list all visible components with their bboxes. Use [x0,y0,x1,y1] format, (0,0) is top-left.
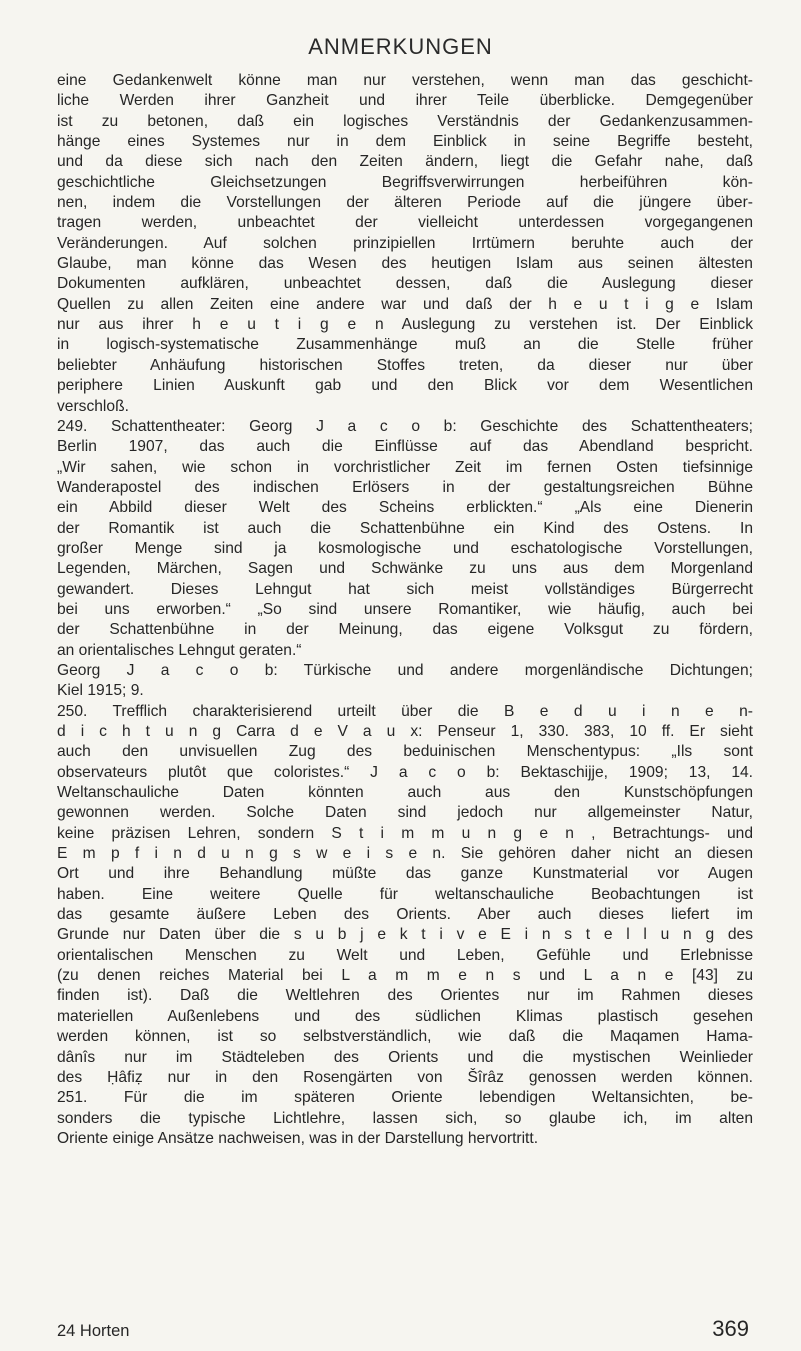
text-line: bei uns erworben.“ „So sind unsere Romantiker, wie häufig, auch bei [57,600,753,618]
running-header: ANMERKUNGEN [308,34,493,59]
text-line: geschichtliche Gleichsetzungen Begriffsverwirrungen herbeiführen kön- [57,173,753,191]
text-line: nen, indem die Vorstellungen der älteren Periode auf die jüngere über- [57,194,753,212]
text-line: beliebter Anhäufung historischen Stoffes treten, da dieser nur über [57,356,753,374]
text-line: Ort und ihre Behandlung müßte das ganze Kunstmaterial vor Augen [57,865,753,883]
text-line: und da diese sich nach den Zeiten ändern, liegt die Gefahr nahe, daß [57,153,753,171]
text-line: der Romantik ist auch die Schattenbühne ein Kind des Ostens. In [57,519,753,537]
page-footer [57,1318,753,1344]
text-line: Dokumenten aufklären, unbeachtet dessen, daß die Auslegung dieser [57,275,753,293]
text-line: Veränderungen. Auf solchen prinzipiellen Irrtümern beruhte auch der [57,234,753,252]
text-line: Grunde nur Daten über die s u b j e k t i v e E i n s t e l l u n g des [57,926,753,944]
text-line: das gesamte äußere Leben des Orients. Aber auch dieses liefert im [57,906,753,924]
text-line: der Schattenbühne in der Meinung, das eigene Volksgut zu fördern, [57,621,753,639]
text-line: nur aus ihrer h e u t i g e n Auslegung zu verstehen ist. Der Einblick [57,316,753,334]
text-line: Georg J a c o b: Türkische und andere morgenländische Dichtungen; [57,661,753,679]
text-line: eine Gedankenwelt könne man nur verstehen, wenn man das geschicht- [57,72,753,89]
text-line: observateurs plutôt que coloristes.“ J a c o b: Bektaschijje, 1909; 13, 14. [57,763,753,781]
text-line: „Wir sahen, wie schon in vorchristlicher Zeit im fernen Osten tiefsinnige [57,458,753,476]
text-line: großer Menge sind ja kosmologische und eschatologische Vorstellungen, [57,539,753,557]
notes-text-block [57,71,753,1149]
text-line: Berlin 1907, das auch die Einflüsse auf das Abendland bespricht. [57,438,753,456]
text-line: Oriente einige Ansätze nachweisen, was in der Darstellung hervortritt. [57,1129,539,1147]
text-line: Wanderapostel des indischen Erlösers in der gestaltungsreichen Bühne [57,478,753,496]
note-251-line: 251. Für die im späteren Oriente lebendigen Weltansichten, be- [57,1089,753,1107]
text-line: hänge eines Systemes nur in dem Einblick in seine Begriffe besteht, [57,133,753,151]
text-line: ist zu betonen, daß ein logisches Verständnis der Gedankenzusammen- [57,112,753,130]
text-line: ein Abbild dieser Welt des Scheins erblickten.“ „Als eine Dienerin [57,499,753,517]
text-line: des Ḥâfiẓ nur in den Rosengärten von Šîrâz genossen werden können. [57,1068,753,1086]
page-number: 369 [712,1316,749,1341]
text-line: auch den unvisuellen Zug des beduinischen Menschentypus: „Ils sont [57,743,753,761]
text-line: periphere Linien Auskunft gab und den Blick vor dem Wesentlichen [57,377,753,395]
text-line: Quellen zu allen Zeiten eine andere war und daß der h e u t i g e Islam [57,295,753,313]
text-line: haben. Eine weitere Quelle für weltanschauliche Beobachtungen ist [57,885,753,903]
text-line: gewonnen werden. Solche Daten sind jedoch nur allgemeinster Natur, [57,804,753,822]
text-line: Glaube, man könne das Wesen des heutigen Islam aus seinen ältesten [57,255,753,273]
text-line: dânîs nur im Städteleben des Orients und die mystischen Weinlieder [57,1048,753,1066]
text-line: E m p f i n d u n g s w e i s e n. Sie gehören daher nicht an diesen [57,845,753,863]
text-line: Weltanschauliche Daten könnten auch aus den Kunstschöpfungen [57,784,753,802]
note-249-line: 249. Schattentheater: Georg J a c o b: Geschichte des Schattentheaters; [57,417,753,435]
text-line: an orientalisches Lehngut geraten.“ [57,641,302,659]
text-line: sonders die typische Lichtlehre, lassen sich, so glaube ich, im alten [57,1109,753,1127]
text-line: finden ist). Daß die Weltlehren des Orientes nur im Rahmen dieses [57,987,753,1005]
text-line: liche Werden ihrer Ganzheit und ihrer Teile überblicke. Demgegenüber [57,92,753,110]
text-line: keine präzisen Lehren, sondern S t i m m u n g e n , Betrachtungs- und [57,824,753,842]
text-line: werden können, ist so selbstverständlich, wie daß die Maqamen Hama- [57,1028,753,1046]
text-line: tragen werden, unbeachtet der vielleicht unterdessen vorgegangenen [57,214,753,232]
text-line: gewandert. Dieses Lehngut hat sich meist vollständiges Bürgerrecht [57,580,753,598]
text-line: in logisch-systematische Zusammenhänge muß an die Stelle früher [57,336,753,354]
text-line: (zu denen reiches Material bei L a m m e n s und L a n e [43] zu [57,967,753,985]
text-line: Kiel 1915; 9. [57,682,144,700]
signature-mark: 24 Horten [57,1322,130,1340]
text-line: verschloß. [57,397,129,415]
text-line: orientalischen Menschen zu Welt und Leben, Gefühle und Erlebnisse [57,946,753,964]
text-line: Legenden, Märchen, Sagen und Schwänke zu uns aus dem Morgenland [57,560,753,578]
note-250-line: 250. Trefflich charakterisierend urteilt über die B e d u i n e n- [57,702,753,720]
text-line: d i c h t u n g Carra d e V a u x: Penseur 1, 330. 383, 10 ff. Er sieht [57,723,753,740]
text-line: materiellen Außenlebens und des südlichen Klimas plastisch gesehen [57,1007,753,1025]
